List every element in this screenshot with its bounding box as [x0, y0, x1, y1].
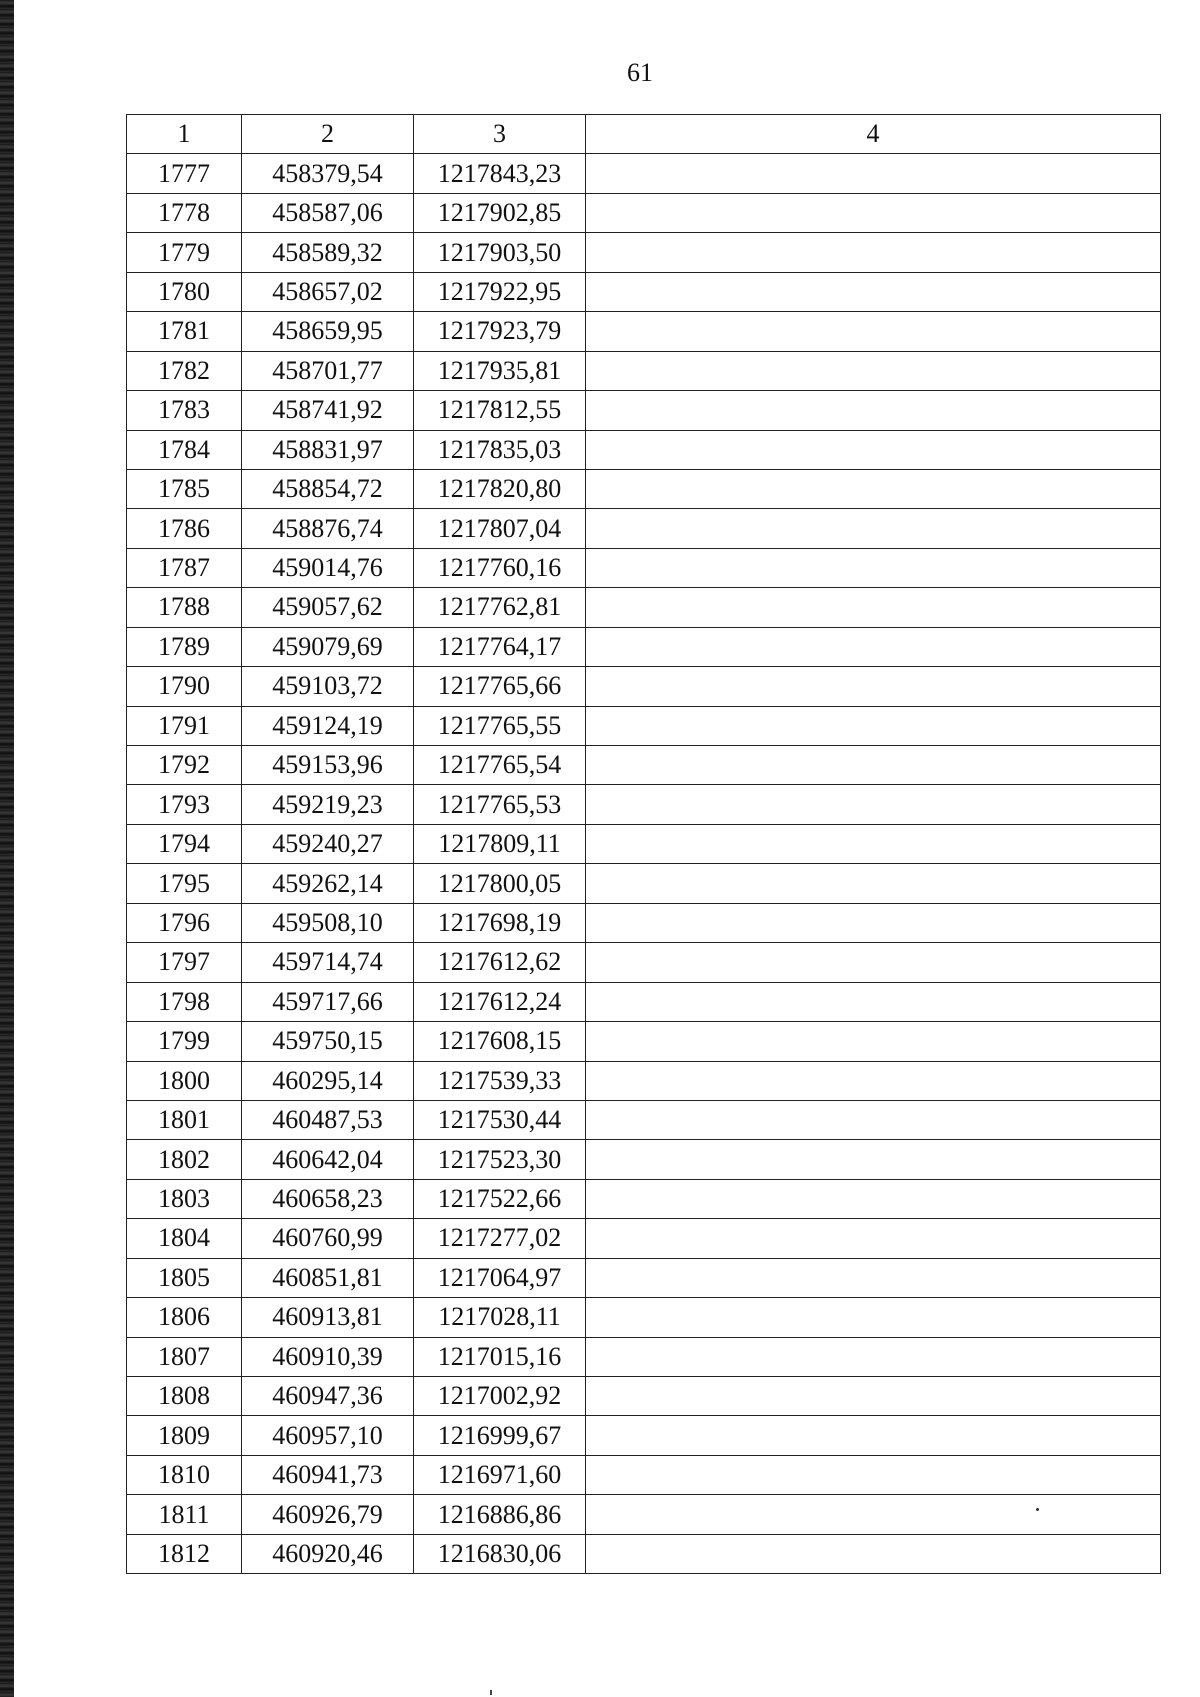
table-row	[127, 1140, 1161, 1179]
x-coordinate-cell: 460658,23	[242, 1179, 414, 1218]
note-cell	[586, 272, 1161, 311]
note-cell	[586, 1100, 1161, 1139]
table-row	[127, 1100, 1161, 1139]
table-row	[127, 824, 1161, 863]
note-cell	[586, 1298, 1161, 1337]
note-cell	[586, 1140, 1161, 1179]
table-row	[127, 548, 1161, 587]
y-coordinate-cell: 1217002,92	[414, 1377, 586, 1416]
y-coordinate-cell: 1216999,67	[414, 1416, 586, 1455]
point-number-cell: 1794	[127, 824, 242, 863]
note-cell	[586, 1455, 1161, 1494]
point-number-cell: 1798	[127, 982, 242, 1021]
y-coordinate-cell: 1217762,81	[414, 588, 586, 627]
note-cell	[586, 509, 1161, 548]
note-cell	[586, 903, 1161, 942]
y-coordinate-cell: 1217698,19	[414, 903, 586, 942]
x-coordinate-cell: 459057,62	[242, 588, 414, 627]
y-coordinate-cell: 1217922,95	[414, 272, 586, 311]
table-row	[127, 627, 1161, 666]
x-coordinate-cell: 460760,99	[242, 1219, 414, 1258]
note-cell	[586, 1416, 1161, 1455]
note-cell	[586, 312, 1161, 351]
x-coordinate-cell: 459153,96	[242, 746, 414, 785]
note-cell	[586, 746, 1161, 785]
x-coordinate-cell: 460642,04	[242, 1140, 414, 1179]
point-number-cell: 1783	[127, 391, 242, 430]
y-coordinate-cell: 1217765,55	[414, 706, 586, 745]
x-coordinate-cell: 459508,10	[242, 903, 414, 942]
x-coordinate-cell: 460926,79	[242, 1495, 414, 1534]
table-row	[127, 1455, 1161, 1494]
y-coordinate-cell: 1217764,17	[414, 627, 586, 666]
note-cell	[586, 667, 1161, 706]
x-coordinate-cell: 460947,36	[242, 1377, 414, 1416]
header-cell-4: 4	[586, 115, 1161, 154]
note-cell	[586, 627, 1161, 666]
point-number-cell: 1777	[127, 154, 242, 193]
y-coordinate-cell: 1217800,05	[414, 864, 586, 903]
table-row	[127, 943, 1161, 982]
y-coordinate-cell: 1217612,24	[414, 982, 586, 1021]
header-cell-2: 2	[242, 115, 414, 154]
x-coordinate-cell: 459014,76	[242, 548, 414, 587]
y-coordinate-cell: 1217812,55	[414, 391, 586, 430]
x-coordinate-cell: 458379,54	[242, 154, 414, 193]
table-row	[127, 430, 1161, 469]
point-number-cell: 1806	[127, 1298, 242, 1337]
y-coordinate-cell: 1217903,50	[414, 233, 586, 272]
note-cell	[586, 1179, 1161, 1218]
x-coordinate-cell: 458589,32	[242, 233, 414, 272]
point-number-cell: 1803	[127, 1179, 242, 1218]
y-coordinate-cell: 1217765,53	[414, 785, 586, 824]
point-number-cell: 1810	[127, 1455, 242, 1494]
point-number-cell: 1791	[127, 706, 242, 745]
point-number-cell: 1804	[127, 1219, 242, 1258]
y-coordinate-cell: 1216830,06	[414, 1534, 586, 1573]
point-number-cell: 1787	[127, 548, 242, 587]
x-coordinate-cell: 460941,73	[242, 1455, 414, 1494]
note-cell	[586, 1022, 1161, 1061]
y-coordinate-cell: 1217809,11	[414, 824, 586, 863]
note-cell	[586, 982, 1161, 1021]
point-number-cell: 1811	[127, 1495, 242, 1534]
x-coordinate-cell: 459124,19	[242, 706, 414, 745]
note-cell	[586, 391, 1161, 430]
note-cell	[586, 469, 1161, 508]
point-number-cell: 1799	[127, 1022, 242, 1061]
x-coordinate-cell: 458876,74	[242, 509, 414, 548]
x-coordinate-cell: 458854,72	[242, 469, 414, 508]
header-cell-3: 3	[414, 115, 586, 154]
point-number-cell: 1782	[127, 351, 242, 390]
point-number-cell: 1790	[127, 667, 242, 706]
table-row	[127, 1534, 1161, 1573]
y-coordinate-cell: 1217539,33	[414, 1061, 586, 1100]
x-coordinate-cell: 459079,69	[242, 627, 414, 666]
y-coordinate-cell: 1217843,23	[414, 154, 586, 193]
x-coordinate-cell: 460487,53	[242, 1100, 414, 1139]
header-row	[127, 115, 1161, 154]
scan-speck	[1036, 1508, 1039, 1511]
x-coordinate-cell: 460910,39	[242, 1337, 414, 1376]
note-cell	[586, 193, 1161, 232]
table-row	[127, 785, 1161, 824]
table-row	[127, 272, 1161, 311]
x-coordinate-cell: 460851,81	[242, 1258, 414, 1297]
y-coordinate-cell: 1217902,85	[414, 193, 586, 232]
x-coordinate-cell: 459103,72	[242, 667, 414, 706]
table-row	[127, 509, 1161, 548]
point-number-cell: 1800	[127, 1061, 242, 1100]
point-number-cell: 1807	[127, 1337, 242, 1376]
x-coordinate-cell: 458659,95	[242, 312, 414, 351]
note-cell	[586, 943, 1161, 982]
note-cell	[586, 351, 1161, 390]
y-coordinate-cell: 1217807,04	[414, 509, 586, 548]
table-row	[127, 351, 1161, 390]
table-row	[127, 864, 1161, 903]
note-cell	[586, 785, 1161, 824]
x-coordinate-cell: 459219,23	[242, 785, 414, 824]
point-number-cell: 1778	[127, 193, 242, 232]
y-coordinate-cell: 1217522,66	[414, 1179, 586, 1218]
y-coordinate-cell: 1217765,66	[414, 667, 586, 706]
point-number-cell: 1796	[127, 903, 242, 942]
note-cell	[586, 233, 1161, 272]
point-number-cell: 1788	[127, 588, 242, 627]
y-coordinate-cell: 1217835,03	[414, 430, 586, 469]
x-coordinate-cell: 458701,77	[242, 351, 414, 390]
point-number-cell: 1812	[127, 1534, 242, 1573]
x-coordinate-cell: 459714,74	[242, 943, 414, 982]
table-row	[127, 1495, 1161, 1534]
scan-edge	[0, 0, 14, 1697]
table-row	[127, 391, 1161, 430]
point-number-cell: 1779	[127, 233, 242, 272]
point-number-cell: 1780	[127, 272, 242, 311]
table-row	[127, 312, 1161, 351]
table-row	[127, 1298, 1161, 1337]
y-coordinate-cell: 1217820,80	[414, 469, 586, 508]
table-row	[127, 746, 1161, 785]
note-cell	[586, 1337, 1161, 1376]
x-coordinate-cell: 459717,66	[242, 982, 414, 1021]
table-row	[127, 706, 1161, 745]
note-cell	[586, 1534, 1161, 1573]
x-coordinate-cell: 459240,27	[242, 824, 414, 863]
table-row	[127, 154, 1161, 193]
table-row	[127, 193, 1161, 232]
coordinates-table	[126, 114, 1161, 1574]
point-number-cell: 1781	[127, 312, 242, 351]
note-cell	[586, 430, 1161, 469]
y-coordinate-cell: 1217760,16	[414, 548, 586, 587]
x-coordinate-cell: 458741,92	[242, 391, 414, 430]
note-cell	[586, 1061, 1161, 1100]
x-coordinate-cell: 458657,02	[242, 272, 414, 311]
x-coordinate-cell: 458587,06	[242, 193, 414, 232]
table-row	[127, 1258, 1161, 1297]
y-coordinate-cell: 1217612,62	[414, 943, 586, 982]
x-coordinate-cell: 459262,14	[242, 864, 414, 903]
y-coordinate-cell: 1217523,30	[414, 1140, 586, 1179]
y-coordinate-cell: 1217015,16	[414, 1337, 586, 1376]
point-number-cell: 1808	[127, 1377, 242, 1416]
y-coordinate-cell: 1217530,44	[414, 1100, 586, 1139]
x-coordinate-cell: 460295,14	[242, 1061, 414, 1100]
y-coordinate-cell: 1217923,79	[414, 312, 586, 351]
table-row	[127, 1179, 1161, 1218]
header-cell-1: 1	[127, 115, 242, 154]
point-number-cell: 1795	[127, 864, 242, 903]
table-body	[127, 154, 1161, 1574]
table-row	[127, 667, 1161, 706]
point-number-cell: 1801	[127, 1100, 242, 1139]
table-row	[127, 982, 1161, 1021]
x-coordinate-cell: 459750,15	[242, 1022, 414, 1061]
table-row	[127, 1219, 1161, 1258]
note-cell	[586, 824, 1161, 863]
point-number-cell: 1792	[127, 746, 242, 785]
note-cell	[586, 1219, 1161, 1258]
note-cell	[586, 864, 1161, 903]
y-coordinate-cell: 1217765,54	[414, 746, 586, 785]
y-coordinate-cell: 1216886,86	[414, 1495, 586, 1534]
x-coordinate-cell: 460957,10	[242, 1416, 414, 1455]
table-row	[127, 1416, 1161, 1455]
y-coordinate-cell: 1216971,60	[414, 1455, 586, 1494]
point-number-cell: 1797	[127, 943, 242, 982]
scan-speck	[490, 1690, 492, 1695]
y-coordinate-cell: 1217277,02	[414, 1219, 586, 1258]
note-cell	[586, 706, 1161, 745]
table-row	[127, 1061, 1161, 1100]
note-cell	[586, 1258, 1161, 1297]
table-row	[127, 469, 1161, 508]
note-cell	[586, 1495, 1161, 1534]
x-coordinate-cell: 460920,46	[242, 1534, 414, 1573]
point-number-cell: 1793	[127, 785, 242, 824]
point-number-cell: 1805	[127, 1258, 242, 1297]
x-coordinate-cell: 458831,97	[242, 430, 414, 469]
table-row	[127, 588, 1161, 627]
y-coordinate-cell: 1217064,97	[414, 1258, 586, 1297]
note-cell	[586, 1377, 1161, 1416]
table-row	[127, 1377, 1161, 1416]
point-number-cell: 1802	[127, 1140, 242, 1179]
y-coordinate-cell: 1217028,11	[414, 1298, 586, 1337]
y-coordinate-cell: 1217935,81	[414, 351, 586, 390]
point-number-cell: 1784	[127, 430, 242, 469]
point-number-cell: 1785	[127, 469, 242, 508]
x-coordinate-cell: 460913,81	[242, 1298, 414, 1337]
y-coordinate-cell: 1217608,15	[414, 1022, 586, 1061]
table-row	[127, 233, 1161, 272]
note-cell	[586, 154, 1161, 193]
note-cell	[586, 588, 1161, 627]
table-row	[127, 1022, 1161, 1061]
point-number-cell: 1809	[127, 1416, 242, 1455]
note-cell	[586, 548, 1161, 587]
page-number: 61	[627, 58, 653, 87]
table-row	[127, 1337, 1161, 1376]
table-row	[127, 903, 1161, 942]
point-number-cell: 1789	[127, 627, 242, 666]
point-number-cell: 1786	[127, 509, 242, 548]
